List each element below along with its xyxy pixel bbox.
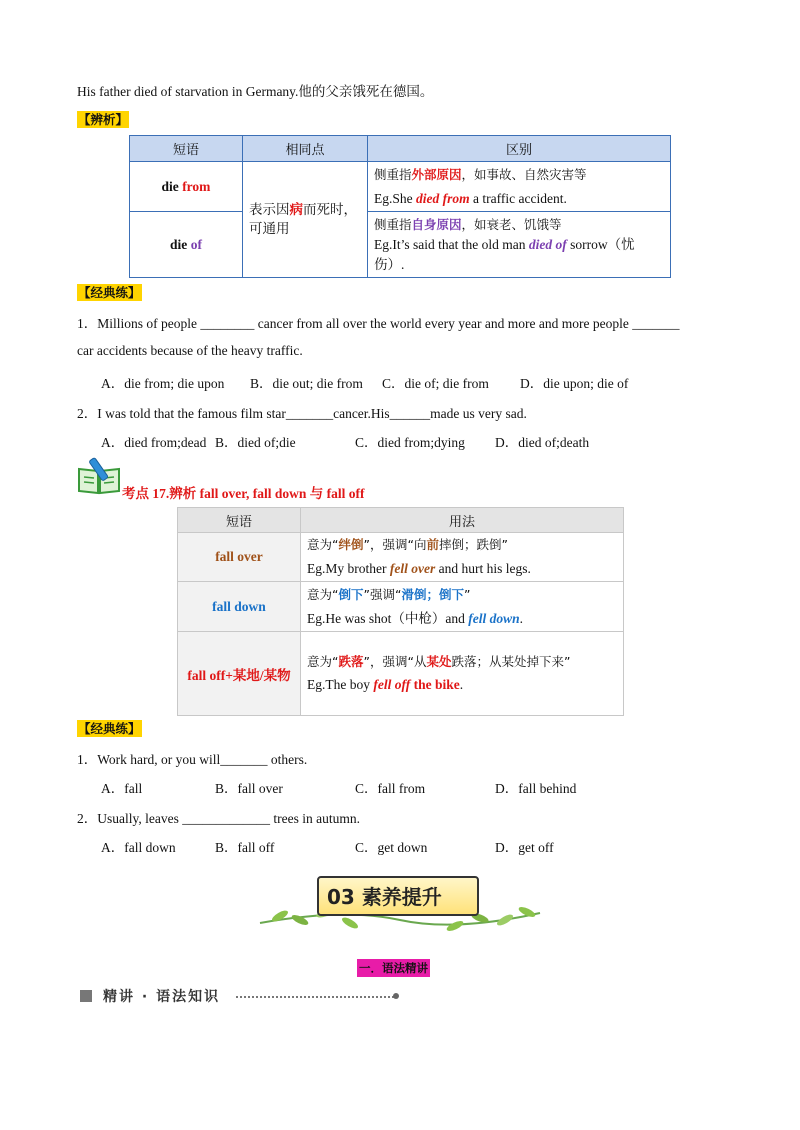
leader-end-dot [393,993,399,999]
question-2: 2．I was told that the famous film star_______cancer.His______made us very sad. [77,406,527,421]
comparison-table-fall [177,507,624,716]
diff-die-from: 侧重指外部原因，如事故、自然灾害等 Eg.She died from a traffic accident. [368,162,671,212]
header-difference: 区别 [368,136,671,162]
jingjiang-heading: 精讲 · 语法知识 [103,989,221,1005]
phrase-fall-off: fall off+某地/某物 [178,632,301,716]
q1-option-d[interactable]: D．die upon; die of [520,376,629,391]
q3-option-c[interactable]: C．fall from [355,781,426,796]
header-common: 相同点 [243,136,368,162]
book-pen-icon [77,457,121,495]
question-3: 1．Work hard, or you will_______ others. [77,752,308,767]
q1-option-c[interactable]: C．die of; die from [382,376,489,391]
header-phrase-2: 短语 [178,508,301,533]
kaodian-heading: 考点 17.辨析 fall over, fall down 与 fall off [122,486,365,501]
header-usage: 用法 [301,508,624,533]
header-phrase: 短语 [130,136,243,162]
section-tag-grammar: 一．语法精讲 [359,961,428,975]
q1-option-a[interactable]: A．die from; die upon [101,376,225,391]
question-1-line-1: 1．Millions of people ________ cancer from all over the world every year and more and more people _______ [77,316,680,331]
usage-fall-off: 意为“跌落”，强调“从某处跌落；从某处掉下来” Eg.The boy fell off the bike. [301,632,624,716]
usage-fall-over: 意为“绊倒”，强调“向前摔倒；跌倒” Eg.My brother fell over and hurt his legs. [301,533,624,582]
q1-option-b[interactable]: B．die out; die from [250,376,363,391]
phrase-fall-over: fall over [178,533,301,582]
usage-fall-down: 意为“倒下”强调“滑倒；倒下” Eg.He was shot（中枪）and fell down. [301,582,624,632]
q4-option-b[interactable]: B．fall off [215,840,275,855]
q2-option-c[interactable]: C．died from;dying [355,435,465,450]
question-4: 2．Usually, leaves _____________ trees in autumn. [77,811,360,826]
question-1-line-2: car accidents because of the heavy traffic. [77,343,303,358]
q3-option-b[interactable]: B．fall over [215,781,283,796]
section-banner [255,868,545,938]
phrase-die-from: die from [130,162,243,212]
dotted-leader [236,996,394,998]
q4-option-d[interactable]: D．get off [495,840,554,855]
comparison-table-die [129,135,671,278]
phrase-die-of: die of [130,212,243,278]
q2-option-b[interactable]: B．died of;die [215,435,296,450]
q2-option-d[interactable]: D．died of;death [495,435,590,450]
diff-die-of: 侧重指自身原因，如衰老、饥饿等 Eg.It’s said that the old man died of sorrow（忧伤）. [368,212,671,278]
tag-jingdian-1: 【经典练】 [78,285,141,300]
common-point: 表示因病而死时，可通用 [243,162,368,278]
q3-option-d[interactable]: D．fall behind [495,781,577,796]
intro-sentence: His father died of starvation in Germany.他的父亲饿死在德国。 [77,84,434,99]
square-bullet-icon [80,990,92,1002]
banner-title: 03 素养提升 [327,885,442,909]
q4-option-a[interactable]: A．fall down [101,840,176,855]
phrase-fall-down: fall down [178,582,301,632]
q2-option-a[interactable]: A．died from;dead [101,435,207,450]
q3-option-a[interactable]: A．fall [101,781,143,796]
tag-jingdian-2: 【经典练】 [78,721,141,736]
tag-bianxi: 【辨析】 [78,112,129,127]
q4-option-c[interactable]: C．get down [355,840,428,855]
